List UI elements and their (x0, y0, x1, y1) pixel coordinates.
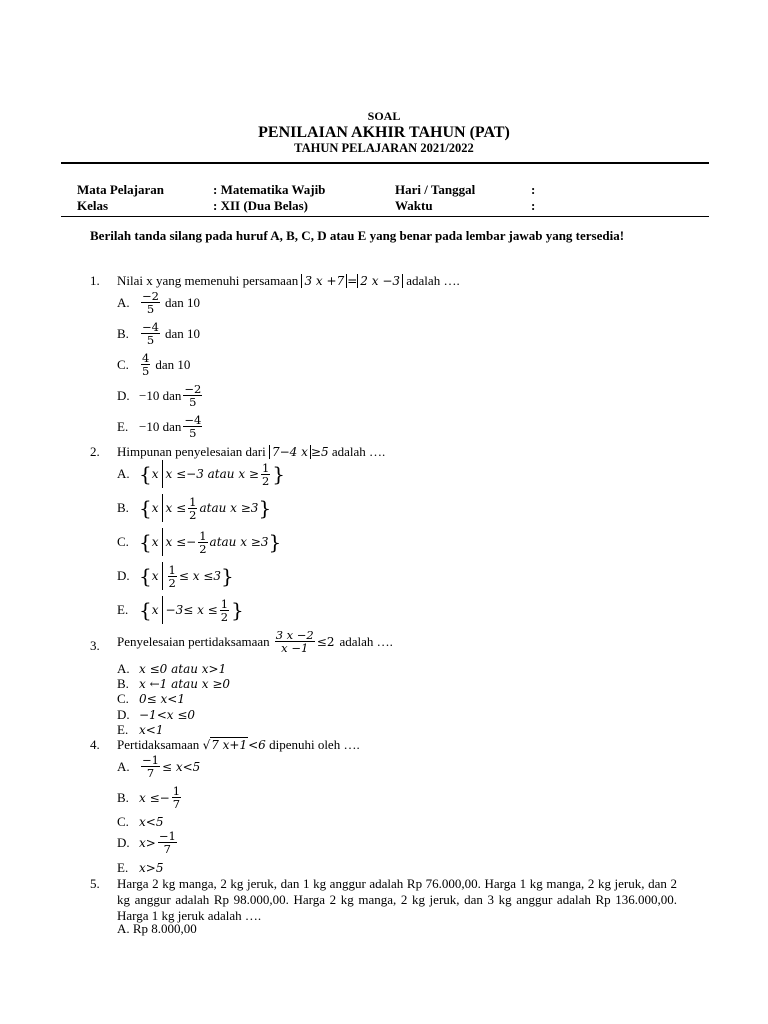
math-expr: x ≤0 atau x>1 (139, 662, 227, 676)
question-number: 3. (90, 638, 100, 653)
denominator: 5 (189, 426, 197, 440)
option-letter: B. (117, 676, 129, 691)
academic-year: TAHUN PELAJARAN 2021/2022 (294, 141, 474, 155)
math-expr: ≤ x<5 (161, 759, 201, 774)
option-letter: E. (117, 602, 129, 617)
math-expr: ≤ x ≤3 (178, 569, 221, 583)
option-1d[interactable] (117, 383, 204, 408)
math-expr: x>5 (139, 861, 164, 875)
question-number: 2. (90, 444, 100, 459)
option-letter: D. (117, 834, 130, 850)
math-expr: −3≤ x ≤ (165, 603, 218, 617)
fraction (183, 383, 202, 408)
fraction (141, 290, 160, 315)
fraction (261, 462, 270, 487)
numerator: −4 (184, 413, 202, 427)
class-value: : XII (Dua Belas) (213, 198, 308, 213)
option-letter: C. (117, 356, 129, 372)
question-text: Pertidaksamaan (117, 737, 200, 752)
option-3d[interactable] (117, 707, 195, 723)
question-number: 1. (90, 273, 100, 288)
set-bar (162, 460, 163, 488)
question-text: Nilai x yang memenuhi persamaan (117, 273, 299, 288)
fraction (220, 598, 229, 623)
denominator: 7 (146, 766, 155, 780)
question-5-text: Harga 2 kg manga, 2 kg jeruk, dan 1 kg anggur adalah Rp 76.000,00. Harga 1 kg manga, 2 kg jeruk, dan 2 kg anggur adalah Rp 98.000,00. Harga 2 kg manga, 2 kg jeruk, dan 3 kg anggur adalah Rp 136.000,00. Harga 1 kg jeruk adalah …. (117, 876, 677, 923)
option-letter: A. (117, 466, 130, 481)
question-number: 4. (90, 737, 100, 752)
option-4d[interactable] (117, 830, 179, 855)
set-brace: { (139, 496, 152, 520)
option-4c[interactable] (117, 814, 163, 830)
info-divider (61, 216, 709, 217)
set-brace: { (139, 530, 152, 554)
option-1c[interactable] (117, 352, 190, 377)
denominator: 2 (220, 609, 229, 624)
date-value: : (531, 182, 536, 197)
denominator: x −1 (281, 641, 309, 655)
option-letter: B. (117, 500, 129, 515)
option-letter: D. (117, 568, 130, 583)
math-abs: 2 x −3 (357, 274, 403, 288)
option-letter: D. (117, 707, 130, 722)
option-letter: B. (117, 325, 129, 341)
question-2-text (117, 444, 385, 460)
option-text: −10 dan (139, 418, 182, 434)
option-4a[interactable] (117, 754, 200, 779)
denominator: 2 (199, 541, 207, 556)
header-soal: SOAL (367, 109, 401, 123)
set-bar (162, 494, 163, 522)
denominator: 5 (142, 364, 150, 378)
question-text: adalah …. (331, 444, 386, 459)
option-2b[interactable] (117, 494, 271, 522)
math-expr: x ≤ (165, 501, 187, 515)
option-4e[interactable] (117, 860, 163, 876)
option-3e[interactable] (117, 722, 163, 738)
math-op: = (347, 274, 358, 288)
fraction (141, 321, 160, 346)
set-variable: x (151, 467, 159, 481)
math-expr: x ≤−3 atau x ≥ (165, 467, 259, 481)
question-number: 5. (90, 876, 100, 891)
numerator: 1 (261, 460, 270, 475)
numerator: 1 (189, 494, 197, 509)
question-text: adalah …. (406, 273, 460, 288)
numerator: −1 (142, 753, 159, 767)
option-letter: C. (117, 534, 129, 549)
option-5a[interactable]: A. Rp 8.000,00 (117, 921, 197, 936)
math-expr: 0≤ x<1 (139, 692, 185, 706)
math-sqrt: 7 x+1 (211, 738, 248, 752)
page-title: PENILAIAN AKHIR TAHUN (PAT) (258, 124, 510, 141)
set-bar (162, 528, 163, 556)
fraction (141, 352, 150, 377)
denominator: 7 (163, 842, 171, 856)
math-op: ≥5 (310, 445, 329, 459)
question-text: Penyelesaian pertidaksamaan (117, 633, 270, 649)
numerator: 4 (142, 351, 150, 365)
option-letter: E. (117, 418, 129, 434)
set-brace: { (139, 462, 152, 486)
numerator: −2 (184, 382, 202, 396)
set-variable: x (151, 501, 159, 515)
class-label: Kelas (77, 198, 109, 213)
set-brace: { (139, 564, 152, 588)
numerator: 1 (172, 784, 181, 798)
option-4b[interactable] (117, 785, 183, 810)
option-letter: E. (117, 860, 129, 875)
math-abs: 3 x +7 (301, 274, 347, 288)
numerator: −1 (158, 829, 176, 843)
set-variable: x (151, 603, 159, 617)
fraction (183, 414, 202, 439)
math-expr: atau x ≥3 (209, 535, 269, 549)
fraction (168, 564, 177, 589)
denominator: 2 (261, 473, 270, 488)
question-4-text: Pertidaksamaan √7 x+1<6 dipenuhi oleh …. (117, 737, 360, 752)
question-text: dipenuhi oleh …. (269, 737, 360, 752)
math-op: ≤2 (316, 634, 335, 649)
option-text: dan 10 (155, 356, 191, 372)
set-brace: } (220, 564, 234, 588)
denominator: 2 (168, 575, 176, 590)
numerator: 3 x −2 (275, 628, 314, 642)
set-brace: } (268, 530, 282, 554)
question-1-text (117, 273, 460, 289)
math-abs: 7−4 x (269, 445, 311, 459)
option-letter: A. (117, 758, 130, 774)
set-brace: } (258, 496, 272, 520)
numerator: 1 (168, 562, 176, 577)
question-text: Himpunan penyelesaian dari (117, 444, 266, 459)
header-divider (61, 162, 709, 164)
option-letter: A. (117, 294, 130, 310)
denominator: 5 (189, 395, 197, 409)
option-3a[interactable] (117, 661, 226, 677)
numerator: −4 (142, 320, 159, 334)
set-variable: x (151, 569, 159, 583)
math-expr: x<1 (139, 723, 164, 737)
option-2a[interactable] (117, 460, 285, 488)
subject-label: Mata Pelajaran (77, 182, 165, 197)
option-1a[interactable] (117, 290, 200, 315)
fraction (275, 629, 315, 654)
numerator: 1 (199, 528, 207, 543)
option-letter: B. (117, 789, 129, 805)
fraction (158, 830, 177, 855)
option-3c[interactable] (117, 691, 185, 707)
math-expr: −1<x ≤0 (139, 708, 196, 722)
math-expr: atau x ≥3 (199, 501, 259, 515)
option-3b[interactable] (117, 676, 230, 692)
denominator: 5 (146, 333, 155, 347)
denominator: 2 (189, 507, 197, 522)
math-expr: x> (139, 835, 156, 850)
set-bar (162, 562, 163, 590)
numerator: −2 (142, 289, 159, 303)
denominator: 5 (146, 302, 155, 316)
math-expr: x ←1 atau x ≥0 (139, 677, 231, 691)
time-label: Waktu (395, 198, 433, 213)
set-variable: x (151, 535, 159, 549)
subject-value: : Matematika Wajib (213, 182, 326, 197)
option-2c[interactable] (117, 528, 281, 556)
option-letter: C. (117, 814, 129, 829)
option-letter: C. (117, 691, 129, 706)
fraction (172, 785, 181, 810)
instruction-text: Berilah tanda silang pada huruf A, B, C, D atau E yang benar pada lembar jawab yang tersedia! (90, 228, 625, 243)
math-op: <6 (248, 738, 266, 752)
time-value: : (531, 198, 536, 213)
math-expr: x ≤− (165, 535, 197, 549)
set-brace: { (139, 598, 152, 622)
option-letter: A. (117, 661, 130, 676)
numerator: 1 (220, 596, 229, 611)
set-bar (162, 596, 163, 624)
option-text: −10 dan (139, 387, 182, 403)
denominator: 7 (172, 797, 181, 811)
option-letter: D. (117, 387, 130, 403)
option-letter: E. (117, 722, 129, 737)
option-2e[interactable] (117, 596, 244, 624)
fraction (188, 496, 197, 521)
option-1b[interactable] (117, 321, 200, 346)
math-expr: x ≤− (139, 790, 170, 805)
option-1e[interactable] (117, 414, 204, 439)
option-text: dan 10 (164, 294, 200, 310)
option-2d[interactable] (117, 562, 234, 590)
option-text: dan 10 (164, 325, 200, 341)
question-3-text (117, 629, 393, 654)
math-expr: x<5 (139, 815, 164, 829)
set-brace: } (272, 462, 286, 486)
question-text: adalah …. (339, 633, 393, 649)
set-brace: } (231, 598, 244, 622)
date-label: Hari / Tanggal (395, 182, 476, 197)
fraction (198, 530, 207, 555)
fraction (141, 754, 160, 779)
